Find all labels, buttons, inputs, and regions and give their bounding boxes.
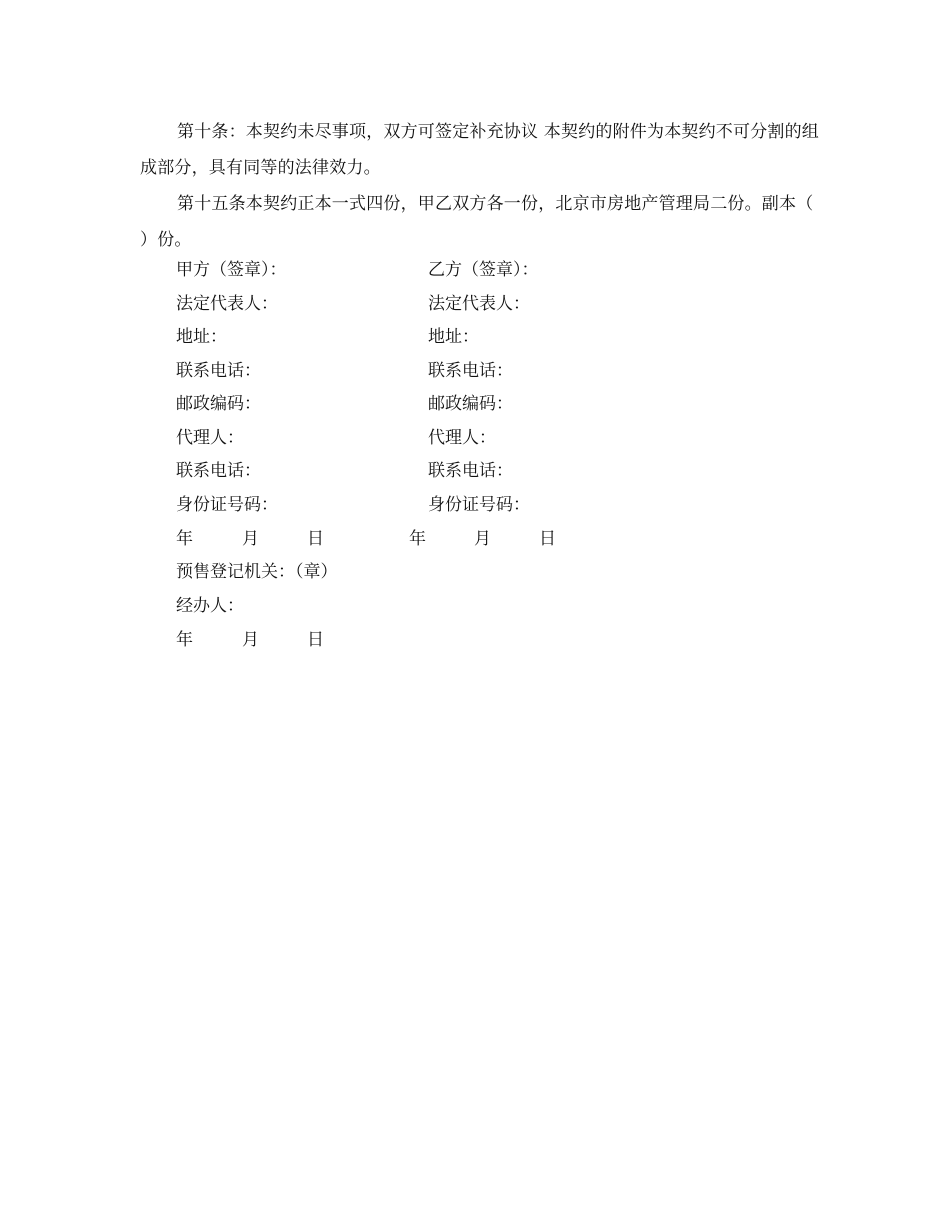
party-b-address-label: 地址： <box>428 327 479 347</box>
registration-authority-label: 预售登记机关：（章） <box>176 562 338 582</box>
party-b-date-year: 年 <box>409 529 426 549</box>
registration-date-year: 年 <box>176 630 193 650</box>
party-a-legal-rep-label: 法定代表人： <box>176 294 278 314</box>
party-b-id-number-label: 身份证号码： <box>428 495 530 515</box>
party-b-phone-label: 联系电话： <box>428 361 513 381</box>
registration-date-month: 月 <box>242 630 259 650</box>
article-10-paragraph: 第十条：本契约未尽事项，双方可签定补充协议 本契约的附件为本契约不可分割的组成部分，具有同等的法律效力。 <box>140 122 820 178</box>
party-b-date-day: 日 <box>539 529 556 549</box>
registration-handler-label: 经办人： <box>176 596 244 616</box>
party-b-agent-phone-label: 联系电话： <box>428 461 513 481</box>
party-a-id-number-label: 身份证号码： <box>176 495 278 515</box>
party-b-date-month: 月 <box>474 529 491 549</box>
party-a-date-year: 年 <box>176 529 193 549</box>
party-a-address-label: 地址： <box>176 327 227 347</box>
party-a-postcode-label: 邮政编码： <box>176 394 261 414</box>
party-a-agent-label: 代理人： <box>176 428 244 448</box>
registration-date-day: 日 <box>307 630 324 650</box>
party-a-phone-label: 联系电话： <box>176 361 261 381</box>
party-b-legal-rep-label: 法定代表人： <box>428 294 530 314</box>
article-15-paragraph: 第十五条本契约正本一式四份，甲乙双方各一份，北京市房地产管理局二份。副本（ ）份。 <box>140 194 814 250</box>
party-a-date-month: 月 <box>242 529 259 549</box>
party-a-sign-label: 甲方（签章）： <box>176 260 287 280</box>
party-b-postcode-label: 邮政编码： <box>428 394 513 414</box>
party-b-sign-label: 乙方（签章）： <box>428 260 539 280</box>
party-a-agent-phone-label: 联系电话： <box>176 461 261 481</box>
party-a-date-day: 日 <box>307 529 324 549</box>
party-b-agent-label: 代理人： <box>428 428 496 448</box>
